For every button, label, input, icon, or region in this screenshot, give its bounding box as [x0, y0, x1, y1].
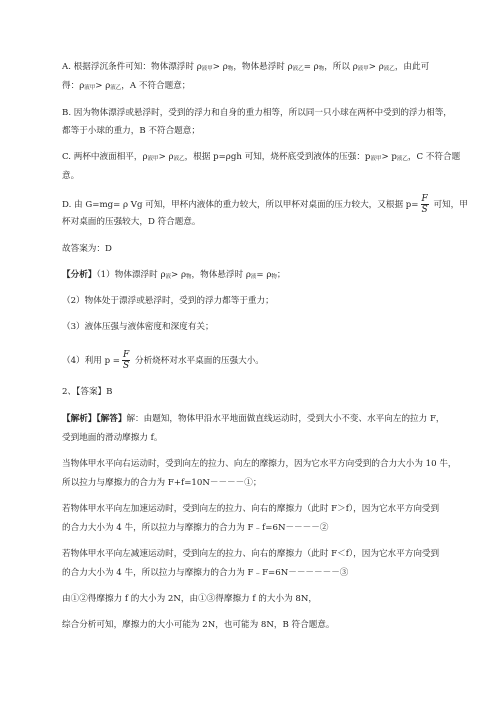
q2-case1-line-1: 当物体甲水平向右运动时，受到向左的拉力、向左的摩擦力，因为它水平方向受到的合力大小为 10 牛，: [62, 459, 457, 469]
q2-solution-line-2: 受到地面的滑动摩擦力 f。: [62, 433, 163, 443]
fraction-f-over-s-2: $\frac{F}{S}$: [123, 350, 130, 371]
option-a-line-2: 得：ρ液甲> ρ液乙，A 不符合题意；: [62, 81, 191, 91]
fraction-f-over-s: $\frac{F}{S}$: [421, 194, 428, 215]
q2-conclusion-2: 综合分析可知，摩擦力的大小可能为 2N，也可能为 8N，B 符合题意。: [62, 620, 335, 630]
q2-conclusion-1: 由①②得摩擦力 f 的大小为 2N，由①③得摩擦力 f 的大小为 8N，: [62, 594, 317, 604]
option-d-line-2: 杯对桌面的压强较大，D 符合题意。: [62, 217, 201, 227]
analysis-item-1: 【分析】（1）物体漂浮时 ρ液> ρ物，物体悬浮时 ρ液= ρ物；: [62, 270, 286, 280]
analysis-item-4: （4）利用 p = $\frac{F}{S}$ 分析烧杯对水平桌面的压强大小。: [62, 350, 264, 371]
analysis-item-2: （2）物体处于漂浮或悬浮时，受到的浮力都等于重力；: [62, 296, 274, 306]
option-c-line-1: C. 两杯中液面相平，ρ液甲> ρ液乙，根据 p=ρgh 可知，烧杯底受到液体的压强：p液甲> p液乙，C 不符合题: [62, 152, 461, 162]
option-c-line-2: 意。: [62, 171, 80, 181]
q2-case2-line-1: 若物体甲水平向左加速运动时，受到向左的拉力、向右的摩擦力（此时 F＞f），因为它水平方向受到: [62, 504, 440, 514]
q2-case2-line-2: 的合力大小为 4 牛，所以拉力与摩擦力的合力为 F﹣f=6N－－－－②: [62, 523, 329, 533]
option-b-line-1: B. 因为物体漂浮或悬浮时，受到的浮力和自身的重力相等，所以同一只小球在两杯中受到的浮力相等，: [62, 108, 452, 118]
q2-case1-line-2: 所以拉力与摩擦力的合力为 F+f=10N－－－－①；: [62, 478, 262, 488]
option-d-line-1: D. 由 G=mg= ρ Vg 可知，甲杯内液体的重力较大，所以甲杯对桌面的压力较大，又根据 p= $\frac{F}{S}$ 可知，甲: [62, 194, 468, 215]
option-a-line-1: A. 根据浮沉条件可知：物体漂浮时 ρ液甲> ρ物，物体悬浮时 ρ液乙= ρ物，所以 ρ液甲> ρ液乙，由此可: [62, 62, 430, 72]
option-b-line-2: 都等于小球的重力，B 不符合题意；: [62, 126, 200, 136]
q2-header: 2、【答案】B: [62, 387, 113, 397]
q2-case3-line-2: 的合力大小为 4 牛，所以拉力与摩擦力的合力为 F﹣F=6N－－－－－－③: [62, 568, 349, 578]
q2-solution-line-1: 【解析】【解答】解：由题知，物体甲沿水平地面做直线运动时，受到大小不变、水平向左的拉力 F，: [62, 414, 445, 424]
q2-case3-line-1: 若物体甲水平向左减速运动时，受到向左的拉力、向右的摩擦力（此时 F＜f），因为它水平方向受到: [62, 549, 440, 559]
analysis-item-3: （3）液体压强与液体密度和深度有关；: [62, 322, 214, 332]
answer-line: 故答案为：D: [62, 244, 112, 254]
